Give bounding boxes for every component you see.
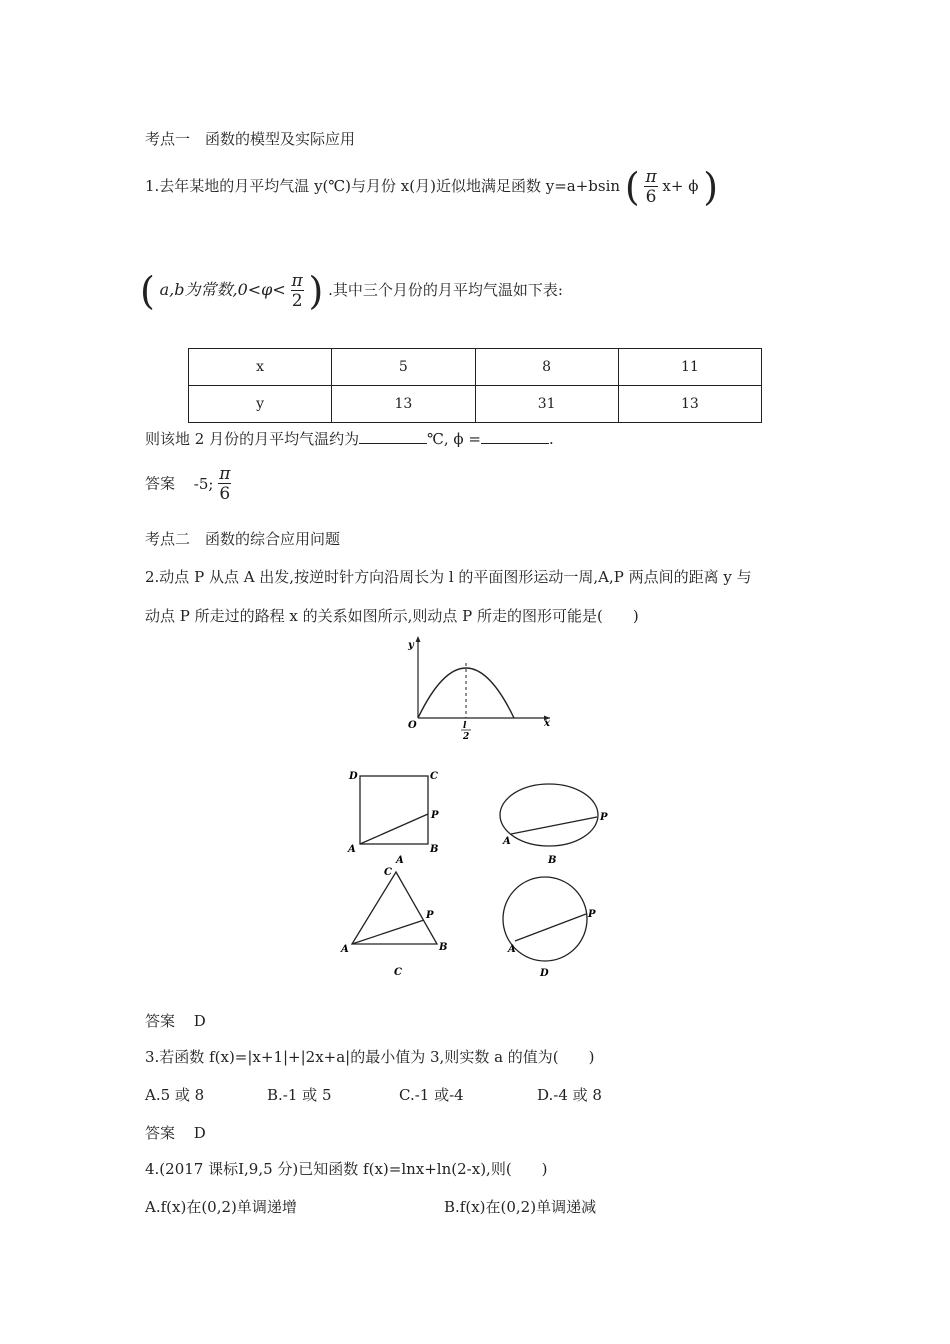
figure-c-triangle <box>336 862 456 982</box>
fig-c-b-label: B <box>439 942 448 953</box>
q2-stem-line2: 动点 P 所走过的路程 x 的关系如图所示,则动点 P 所走的图形可能是( ) <box>145 607 639 625</box>
q1-line2-suffix: .其中三个月份的月平均气温如下表: <box>328 281 563 299</box>
table-cell: x <box>189 349 332 386</box>
q2-answer <box>145 1010 206 1031</box>
fig-a-caption: A <box>396 855 404 866</box>
q3-option-d: D.-4 或 8 <box>537 1086 602 1104</box>
graph-y-label: y <box>408 640 414 651</box>
graph-origin-label: O <box>408 720 417 731</box>
q1-line1-prefix: 1.去年某地的月平均气温 y(℃)与月份 x(月)近似地满足函数 y=a+bsin <box>145 177 621 195</box>
q1-question-end: . <box>548 430 554 448</box>
fig-a-b-label: B <box>430 844 439 855</box>
q1-question-a: 则该地 2 月份的月平均气温约为 <box>145 430 360 448</box>
q1-line2-frac-den: 2 <box>291 290 303 311</box>
fig-c-p-label: P <box>426 910 434 921</box>
q1-question-b: ℃, ϕ = <box>427 430 481 448</box>
q1-question <box>145 428 554 449</box>
q4-stem: 4.(2017 课标Ⅰ,9,5 分)已知函数 f(x)=lnx+ln(2-x),则( ) <box>145 1160 548 1178</box>
fig-a-c-label: C <box>430 771 438 782</box>
figure-d-circle <box>496 870 606 980</box>
fig-c-caption: C <box>394 967 402 978</box>
q1-line2-left-paren: ( <box>140 269 155 313</box>
table-cell: 11 <box>618 349 761 386</box>
table-cell: 13 <box>618 386 761 423</box>
fig-d-a-label: A <box>508 944 516 955</box>
q3-answer <box>145 1122 206 1143</box>
q1-line1-suffix: x+ ϕ <box>662 177 699 195</box>
fig-a-a-label: A <box>348 844 356 855</box>
q4-option-b: B.f(x)在(0,2)单调递减 <box>444 1198 597 1216</box>
answer-blank-1 <box>359 429 427 444</box>
q3-option-a: A.5 或 8 <box>145 1086 205 1104</box>
fig-d-p-label: P <box>588 909 596 920</box>
q1-line1 <box>145 165 719 209</box>
table-row <box>189 386 762 423</box>
answer-blank-2 <box>481 429 549 444</box>
q1-answer-frac-den: 6 <box>219 484 231 504</box>
q1-answer-frac-num: π <box>219 464 231 484</box>
q1-line1-frac-den: 6 <box>645 186 657 207</box>
q1-line2-prefix: a,b为常数,0<φ< <box>159 280 286 299</box>
q1-line1-frac-num: π <box>645 166 657 187</box>
fig-a-p-label: P <box>431 810 439 821</box>
table-row <box>189 349 762 386</box>
graph-l-label: l <box>463 721 467 731</box>
q1-answer-value: -5; <box>193 474 214 493</box>
q1-answer-fraction <box>218 466 231 503</box>
q1-data-table <box>188 348 762 423</box>
q1-line2 <box>140 269 563 313</box>
q4-option-a: A.f(x)在(0,2)单调递增 <box>145 1198 297 1216</box>
q2-stem-line1: 2.动点 P 从点 A 出发,按逆时针方向沿周长为 l 的平面图形运动一周,A,P 两点间的距离 y 与 <box>145 568 752 586</box>
fig-c-a-label: A <box>341 944 349 955</box>
fig-a-d-label: D <box>349 771 358 782</box>
q3-answer-value: D <box>193 1124 206 1142</box>
q1-answer <box>145 466 231 503</box>
q1-line1-left-paren: ( <box>624 165 640 209</box>
q1-line2-frac-num: π <box>291 270 303 291</box>
table-cell: 8 <box>475 349 618 386</box>
q3-stem: 3.若函数 f(x)=|x+1|+|2x+a|的最小值为 3,则实数 a 的值为( ) <box>145 1048 595 1066</box>
answer-label: 答案 <box>145 1124 176 1142</box>
q1-line1-right-paren: ) <box>703 165 719 209</box>
fig-c-c-label: C <box>384 867 392 878</box>
fig-b-a-label: A <box>503 836 511 847</box>
answer-label: 答案 <box>145 1012 176 1030</box>
distance-graph <box>398 632 558 744</box>
answer-label: 答案 <box>145 474 176 493</box>
table-cell: 31 <box>475 386 618 423</box>
table-cell: 13 <box>332 386 475 423</box>
graph-two-label: 2 <box>463 732 470 742</box>
q3-option-b: B.-1 或 5 <box>267 1086 332 1104</box>
graph-x-label: x <box>544 718 550 729</box>
q1-line2-right-paren: ) <box>308 269 324 313</box>
fig-d-caption: D <box>540 968 549 979</box>
fig-b-caption: B <box>548 855 557 866</box>
table-cell: y <box>189 386 332 423</box>
q2-answer-value: D <box>193 1012 206 1030</box>
q1-line1-fraction <box>644 166 657 207</box>
table-cell: 5 <box>332 349 475 386</box>
fig-b-p-label: P <box>600 812 608 823</box>
figure-b-ellipse <box>490 776 620 868</box>
q3-option-c: C.-1 或-4 <box>399 1086 464 1104</box>
section-title-1: 考点一 函数的模型及实际应用 <box>145 130 356 148</box>
section-title-2: 考点二 函数的综合应用问题 <box>145 530 341 548</box>
q1-line2-fraction <box>291 270 304 311</box>
figure-a-square <box>340 764 450 872</box>
